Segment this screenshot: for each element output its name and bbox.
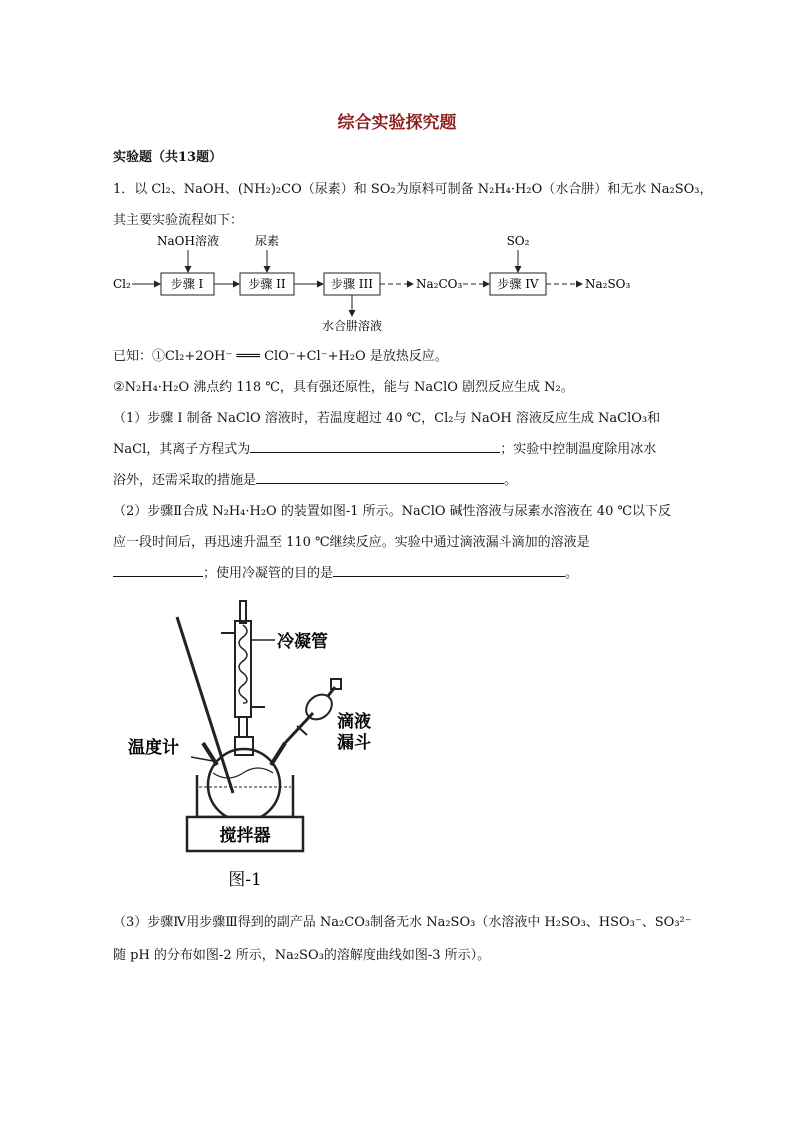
known-2: ②N₂H₄·H₂O 沸点约 118 ℃，具有强还原性，能与 NaClO 剧烈反应生成 N₂。 bbox=[113, 380, 574, 395]
section-heading: 实验题（共13题） bbox=[113, 150, 223, 165]
flow-end-na2so3: Na₂SO₃ bbox=[585, 277, 631, 291]
known-1: 已知：①Cl₂+2OH⁻ ═══ ClO⁻+Cl⁻+H₂O 是放热反应。 bbox=[113, 349, 448, 364]
part-2-line-b: 应一段时间后，再迅速升温至 110 ℃继续反应。实验中通过滴液漏斗滴加的溶液是 bbox=[113, 535, 590, 550]
part-1-c-suffix: 。 bbox=[504, 473, 518, 488]
answer-blank-4[interactable] bbox=[333, 564, 565, 577]
part-1-line-c bbox=[113, 469, 517, 488]
figure-caption: 图-1 bbox=[228, 870, 262, 890]
part-3-line-b: 随 pH 的分布如图-2 所示，Na₂SO₃的溶解度曲线如图-3 所示）。 bbox=[113, 948, 491, 963]
part-3-line-a: （3）步骤Ⅳ用步骤Ⅲ得到的副产品 Na₂CO₃制备无水 Na₂SO₃（水溶液中 H₂SO₃、HSO₃⁻、SO₃²⁻ bbox=[113, 915, 692, 930]
part-2-c-suffix: 。 bbox=[565, 566, 579, 581]
label-thermometer: 温度计 bbox=[128, 738, 179, 758]
flow-reagent-urea: 尿素 bbox=[254, 234, 280, 248]
flow-mid-na2co3: Na₂CO₃ bbox=[416, 277, 463, 291]
label-condenser: 冷凝管 bbox=[277, 632, 328, 652]
step-3-label: 步骤 III bbox=[330, 277, 374, 291]
label-stirrer: 搅拌器 bbox=[219, 826, 271, 846]
part-1-c-prefix: 浴外，还需采取的措施是 bbox=[113, 473, 257, 488]
three-neck-flask-icon bbox=[203, 737, 285, 821]
answer-blank-1[interactable] bbox=[250, 440, 500, 453]
part-2-line-c bbox=[113, 562, 578, 581]
label-funnel-1: 滴液 bbox=[337, 712, 371, 732]
answer-blank-3[interactable] bbox=[113, 564, 203, 577]
apparatus-figure bbox=[125, 595, 395, 895]
step-2-label: 步骤 II bbox=[248, 277, 286, 291]
part-1-b-prefix: NaCl，其离子方程式为 bbox=[113, 442, 251, 457]
part-1-b-suffix: ；实验中控制温度除用冰水 bbox=[500, 442, 657, 457]
flow-start-cl2: Cl₂ bbox=[113, 277, 131, 291]
flow-reagent-so2: SO₂ bbox=[506, 234, 530, 248]
part-1-line-a: （1）步骤 I 制备 NaClO 溶液时，若温度超过 40 ℃，Cl₂与 NaOH 溶液反应生成 NaClO₃和 bbox=[113, 411, 661, 426]
flow-product: 水合肼溶液 bbox=[321, 319, 383, 333]
dropping-funnel-icon bbox=[285, 679, 341, 743]
flow-reagent-naoh: NaOH溶液 bbox=[157, 234, 219, 248]
condenser-icon bbox=[221, 601, 265, 737]
answer-blank-2[interactable] bbox=[256, 471, 504, 484]
part-2-line-a: （2）步骤Ⅱ合成 N₂H₄·H₂O 的装置如图-1 所示。NaClO 碱性溶液与尿素水溶液在 40 ℃以下反 bbox=[113, 504, 672, 519]
page-title: 综合实验探究题 bbox=[337, 113, 457, 133]
thermometer-icon bbox=[177, 617, 233, 793]
flow-diagram bbox=[108, 228, 648, 338]
step-1-label: 步骤 I bbox=[170, 277, 204, 291]
step-4-label: 步骤 IV bbox=[497, 277, 539, 291]
question-1-line-1: 1．以 Cl₂、NaOH、(NH₂)₂CO（尿素）和 SO₂为原料可制备 N₂H₄·H₂O（水合肼）和无水 Na₂SO₃， bbox=[113, 182, 713, 197]
part-2-c-prefix: ；使用冷凝管的目的是 bbox=[203, 566, 334, 581]
part-1-line-b bbox=[113, 438, 656, 457]
question-1-line-2: 其主要实验流程如下： bbox=[113, 213, 244, 228]
label-funnel-2: 漏斗 bbox=[337, 733, 371, 753]
